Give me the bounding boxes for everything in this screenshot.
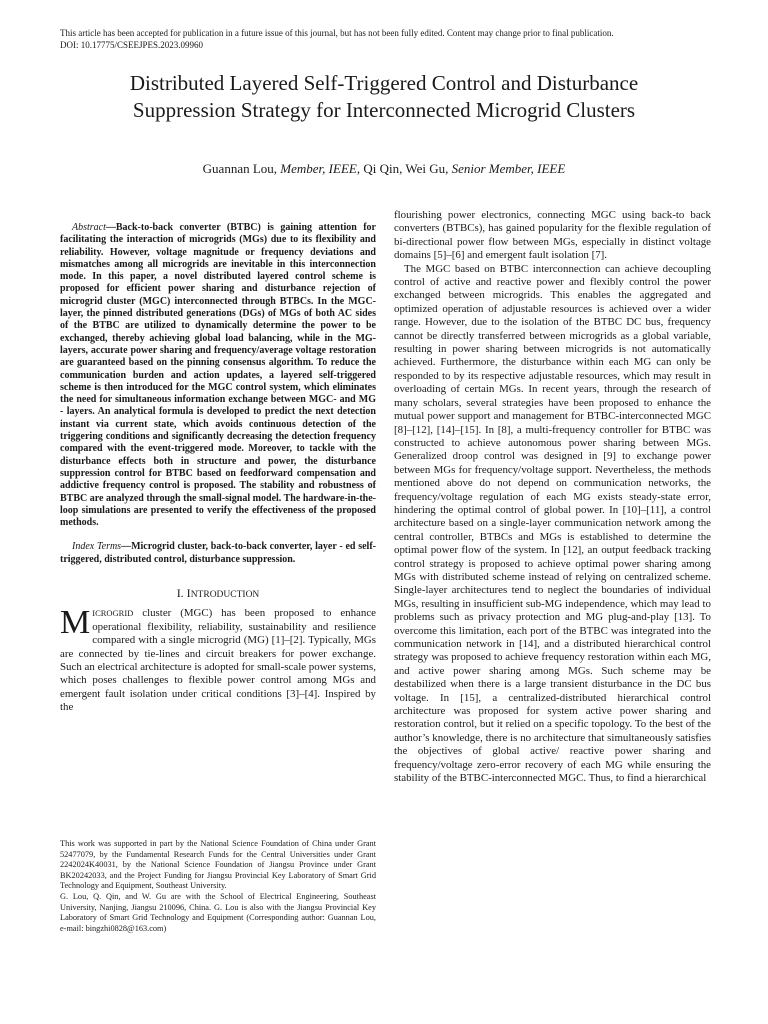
abstract-label: Abstract <box>72 222 106 233</box>
abstract <box>60 222 376 529</box>
body-paragraph: flourishing power electronics, connecting MGC using back-to back converters (BTBCs), has gained popularity for the flexible regulation of bi-directional power flow between MGs, especially in distinct voltage domains [5]–[6] and emergent fault isolation [7]. <box>394 209 711 262</box>
author-1-role: Member, IEEE <box>280 161 357 176</box>
abstract-text: —Back-to-back converter (BTBC) is gaining attention for facilitating the interaction of microgrids (MGs) due to its flexibility and reliability. However, voltage magnitude or frequency deviations and mismatches among all microgrids are inevitable in this interconnection mode. In this paper, a novel distributed layered control scheme is proposed for efficient power sharing and disturbance rejection of microgrid cluster (MGC) interconnected through BTBCs. In the MGC-layer, the pinned distributed generations (DGs) of MGs of both AC sides of the BTBC are utilized to dynamically determine the power to be exchanged, thereby achieving global load balancing, while in the MG-layers, accurate power sharing and frequency/average voltage restoration are guaranteed based on the pinning consensus algorithm. To reduce the communication burden and action updates, a layered self-triggered scheme is then introduced for the MGC control system, which eliminates the need for simultaneous information exchange between MGC- and MG - layers. An analytical formula is developed to predict the next detection instant via current state, which avoids continuous detection of the triggering conditions and significantly decreasing the detection frequency compared with the event-triggered mode. Moreover, to tackle with the disturbance effects both in structure and power, the disturbance suppression control for BTBC based on feedforward compensation and addictive frequency control is proposed. The stability and robustness of BTBC are analyzed through the small-signal model. The hardware-in-the-loop simulations are presented to verify the effectiveness of the proposed methods. <box>60 222 376 529</box>
affiliation-note: G. Lou, Q. Qin, and W. Gu are with the School of Electrical Engineering, Southeast University, Nanjing, Jiangsu 210096, China. G. Lou is also with the Jiangsu Provincial Key Laboratory of Smart Grid Technology and Equipment (Corresponding author: Guannan Lou, e-mail: bingzhi0828@163.com) <box>60 891 376 933</box>
author-3-role: Senior Member, IEEE <box>451 161 566 176</box>
title-line-2: Suppression Strategy for Interconnected Microgrid Clusters <box>132 98 636 122</box>
left-column <box>60 209 376 715</box>
index-terms-text: —Microgrid cluster, back-to-back converter, layer - ed self-triggered, distributed control, disturbance suppression. <box>60 541 376 565</box>
section-number: I. I <box>176 586 191 601</box>
right-column <box>394 209 711 785</box>
publication-notice <box>60 27 614 51</box>
intro-paragraph <box>60 604 376 714</box>
section-heading-introduction <box>60 587 376 602</box>
author-1: Guannan Lou, <box>202 161 281 176</box>
drop-cap: M <box>60 604 91 642</box>
section-title: NTRODUCTION <box>190 590 260 601</box>
doi-line: DOI: 10.17775/CSEEJPES.2023.09960 <box>60 40 204 50</box>
first-word: ICROGRID <box>92 608 134 619</box>
funding-note: This work was supported in part by the National Science Foundation of China under Grant 52477079, by the Fundamental Research Funds for the Central Universities under Grant 2242024K40031, by the National Science Foundation of Jiangsu Province under Grant BK20242033, and the Project Funding for Jiangsu Provincial Key Laboratory of Smart Grid Technology and Equipment, Southeast University. <box>60 839 376 891</box>
notice-line: This article has been accepted for publication in a future issue of this journal, but has not been fully edited. Content may change prior to final publication. <box>60 28 614 38</box>
author-list <box>0 161 768 177</box>
index-terms-label: Index Terms <box>72 541 122 553</box>
index-terms <box>60 541 376 566</box>
first-page-footnote <box>60 839 376 934</box>
body-paragraph: The MGC based on BTBC interconnection can achieve decoupling control of active and reactive power and flexibly control the power exchanged between microgrids. This enables the aggregated and optimized operation of adjustable resources is achieved over a wider range. However, due to the isolation of the BTBC DC bus, frequency cannot be directly transferred between microgrids as a global variable, resulting in power sharing between microgrids is not automatically achieved. Furthermore, the disturbance within each MG can only be responded to by its respective adjustable resources, which may result in overloading of certain MGs. In recent years, through the research of many scholars, several strategies have been proposed to enhance the mutual power support and management for BTBC-interconnected MGC [8]–[12], [14]–[15]. In [8], a multi-frequency controller for BTBC was constructed to achieve autonomous power sharing between MGs. Generalized droop control was designed in [9] to exchange power between MGs for frequency/voltage support. Nevertheless, the methods mentioned above do not depend on communication networks, the frequency/voltage regulation of each MG exists steady-state error, hindering the optimal control of global power. In [10]–[11], a control architecture based on a single-layer communication network among the central controller, BTBCs and MGs is established to determine the optimal power flow of the system. In [12], an output feedback tracking control strategy is proposed to achieve optimal power sharing among MGs with distributed scheme instead of relying on centralized scheme. Single-layer architectures tend to neglect the boundaries of individual MGs, resulting in insufficient sub-MG independence, which may lead to problems such as privacy protection and MG plug-and-play [13]. To overcome this limitation, each port of the BTBC was integrated into the communication network in [14], and a distributed hierarchical control strategy was proposed to achieve frequency restoration within each MG, and active power sharing among MGs. Such scheme may be destabilized when there is a large transient disturbance in the DC bus voltage. In [15], a centralized-distributed hierarchical control architecture was proposed for system active power sharing and restoration control, but it relied on a specific topology. To the best of the author’s knowledge, there is no architecture that simultaneously satisfies the objectives of global active/ reactive power sharing and frequency/voltage zero-error recovery of each MG while ensuring the stability of the BTBC-interconnected MGC. Thus, to find a hierarchical <box>394 262 711 785</box>
title-line-1: Distributed Layered Self-Triggered Control and Disturbance <box>129 71 639 95</box>
author-2-3: , Qi Qin, Wei Gu, <box>356 161 452 176</box>
paper-title <box>0 70 768 124</box>
intro-text: cluster (MGC) has been proposed to enhance operational flexibility, reliability, sustainability and resilience compared with a single microgrid (MG) [1]–[2]. Typically, MGs are connected by tie-lines and circuit breakers for power exchange. Such an electrical architecture is adopted for small-scale power systems, which poses challenges to flexible power control among MGs and emergent fault isolation under critical conditions [3]–[4]. Inspired by the <box>60 607 376 714</box>
